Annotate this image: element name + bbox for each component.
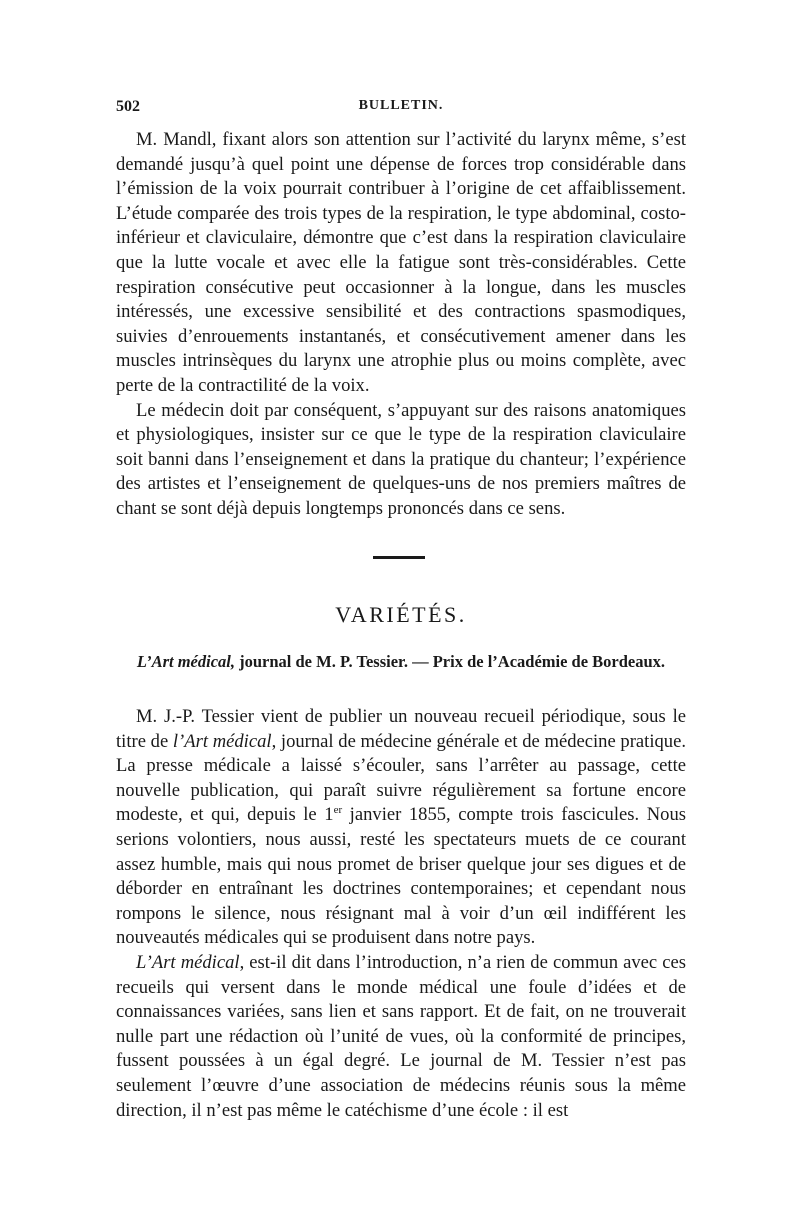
article-subtitle: [116, 652, 686, 672]
paragraph-text: , est-il dit dans l’introduction, n’a rien de commun avec ces recueils qui versent dans le monde médical une foule d’idées et de connaissances variées, sans lien et sans rapport. Et de fait, on ne trouverait nulle part une rédaction où l’unité de vues, où la conformité de principes, fussent poussées à un égal degré. Le journal de M. Tessier n’est pas seulement l’œuvre d’une association de médecins réunis sous la même direction, il n’est pas même le catéchisme d’une école : il est: [116, 951, 686, 1121]
section-bulletin-body: [116, 128, 686, 522]
ordinal-suffix: er: [333, 804, 343, 817]
paragraph: Le médecin doit par conséquent, s’appuyant sur des raisons anatomiques et physiologiques, insister sur ce que le type de la respiration claviculaire soit banni dans l’enseignement et dans la pratique du chanteur; l’expérience des artistes et l’enseignement de quelques-uns de nos premiers maîtres de chant se sont déjà depuis longtemps prononcés dans ce sens.: [116, 399, 686, 519]
subtitle-text: journal de M. P. Tessier. — Prix de l’Académie de Bordeaux.: [235, 652, 666, 671]
section-title: VARIÉTÉS.: [335, 602, 467, 627]
section-divider: [373, 556, 425, 559]
section-varietes-body: [116, 705, 686, 1123]
running-title: BULLETIN.: [358, 98, 444, 113]
paragraph: M. Mandl, fixant alors son attention sur l’activité du larynx même, s’est demandé jusqu’à quel point une dépense de forces trop considérable dans l’émission de la voix pourrait contribuer à l’origine de cet affaiblissement. L’étude comparée des trois types de la respiration, le type abdominal, costo-inférieur et claviculaire, démontre que c’est dans la respiration claviculaire que la lutte vocale et avec elle la fatigue sont très-considérables. Cette respiration consécutive peut occasionner à la longue, dans les muscles intéressés, une excessive sensibilité et des contractions spasmodiques, suivies d’enrouements instantanés, et consécutivement amener dans les muscles intrinsèques du larynx une atrophie plus ou moins complète, avec perte de la contractilité de la voix.: [116, 129, 686, 396]
running-head: [116, 98, 686, 120]
subtitle-journal-name: L’Art médical,: [136, 652, 235, 671]
paragraph: [116, 951, 686, 1123]
journal-name: L’Art médical: [136, 951, 240, 973]
paragraph-text: M. J.-P. Tessier vient de publier un nouveau recueil périodique, sous le titre de: [116, 706, 686, 752]
paragraph-text: , journal de médecine générale et de médecine pratique. La presse médicale a laissé s’écouler, sans l’arrêter au passage, cette nouvelle publication, qui paraît suivre régulièrement sa fortune encore modeste, et qui, depuis le 1: [116, 730, 686, 826]
page-number: 502: [116, 98, 140, 115]
journal-name: l’Art médical: [172, 730, 272, 752]
paragraph: [116, 705, 686, 951]
paragraph-text: janvier 1855, compte trois fascicules. Nous serions volontiers, nous aussi, resté les spectateurs muets de ce courant assez humble, mais qui nous promet de briser quelque jour ses digues et de déborder en entraînant les doctrines contemporaines; et cependant nous rompons le silence, nous résignant mal à voir d’un œil indifférent les nouveautés médicales qui se produisent dans notre pays.: [116, 804, 686, 949]
